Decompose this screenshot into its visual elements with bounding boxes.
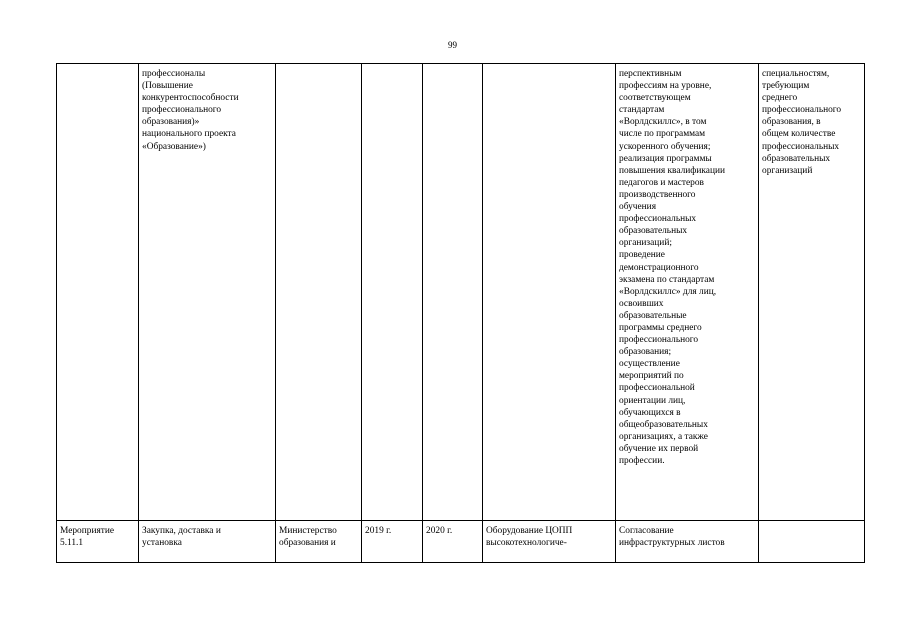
table-cell: [139, 521, 276, 563]
cell-text-line: требующим: [762, 81, 810, 92]
cell-text-line: повышения квалификации: [619, 165, 726, 176]
cell-text-line: Мероприятие: [60, 526, 115, 536]
table-cell: [57, 64, 139, 521]
cell-text-line: инфраструктурных листов: [619, 538, 725, 549]
table-cell: [276, 64, 362, 521]
cell-text-line: образования и: [279, 538, 336, 549]
cell-text-line: профессиональной: [619, 383, 695, 394]
cell-text-line: высокотехнологиче-: [486, 538, 567, 549]
cell-text-line: мероприятий по: [619, 371, 684, 382]
cell-text-line: педагогов и мастеров: [619, 177, 704, 188]
cell-text-line: профессиональных: [619, 214, 697, 225]
program-table: [56, 63, 865, 563]
table-cell: [483, 64, 616, 521]
table-cell: [423, 64, 483, 521]
cell-text-line: реализация программы: [619, 153, 712, 164]
cell-text-line: осуществление: [619, 359, 680, 370]
table-row: [57, 521, 865, 563]
cell-text-line: Министерство: [279, 526, 337, 536]
cell-text-line: установка: [142, 538, 182, 549]
table-cell: [276, 521, 362, 563]
cell-text-line: образовательных: [762, 153, 831, 164]
table-cell: [362, 521, 423, 563]
cell-text-line: ускоренного обучения;: [619, 141, 711, 152]
cell-text-line: образовательных: [619, 226, 688, 237]
table-cell: [139, 64, 276, 521]
cell-text-line: профессии.: [619, 456, 665, 466]
cell-text-line: специальностям,: [762, 69, 830, 79]
cell-text-line: организациях, а также: [619, 431, 708, 442]
cell-text-line: стандартам: [619, 105, 665, 116]
cell-text-line: среднего: [762, 93, 798, 104]
cell-text-line: «Ворлдскиллс», в том: [619, 117, 707, 128]
cell-text-line: образования)»: [142, 117, 200, 128]
cell-text-line: обучения: [619, 202, 657, 213]
cell-text-line: производственного: [619, 189, 696, 200]
table-cell: [616, 64, 759, 521]
cell-text-line: профессиональных: [762, 141, 840, 152]
cell-text-line: ориентации лиц,: [619, 395, 686, 406]
cell-text-line: общеобразовательных: [619, 419, 708, 430]
table-cell: [423, 521, 483, 563]
cell-text-line: образования, в: [762, 117, 821, 128]
table-cell: [759, 521, 865, 563]
cell-text-line: 2020 г.: [426, 526, 453, 536]
cell-text-line: конкурентоспособности: [142, 93, 239, 104]
cell-text-line: соответствующем: [619, 93, 691, 104]
cell-text-line: перспективным: [619, 69, 682, 79]
cell-text-line: профессионалы: [142, 69, 206, 79]
cell-text-line: (Повышение: [142, 81, 193, 92]
cell-text-line: Оборудование ЦОПП: [486, 526, 573, 536]
cell-text-line: демонстрационного: [619, 262, 699, 273]
table-cell: [616, 521, 759, 563]
cell-text-line: экзамена по стандартам: [619, 274, 715, 285]
cell-text-line: профессионального: [619, 335, 699, 346]
cell-text-line: 5.11.1: [60, 538, 84, 549]
cell-text-line: организаций: [762, 165, 813, 176]
cell-text-line: образовательные: [619, 310, 687, 321]
cell-text-line: обучение их первой: [619, 443, 699, 454]
cell-text-line: программы среднего: [619, 322, 702, 333]
cell-text-line: образования;: [619, 347, 672, 358]
cell-text-line: 2019 г.: [365, 526, 392, 536]
table-cell: [759, 64, 865, 521]
cell-text-line: обучающихся в: [619, 407, 681, 418]
cell-text-line: профессиям на уровне,: [619, 81, 712, 92]
cell-text-line: освоивших: [619, 298, 664, 309]
cell-text-line: «Образование»): [142, 141, 206, 152]
cell-text-line: организаций;: [619, 238, 672, 249]
cell-text-line: «Ворлдскиллс» для лиц,: [619, 286, 717, 297]
table-cell: [362, 64, 423, 521]
cell-text-line: Закупка, доставка и: [142, 526, 221, 536]
cell-text-line: числе по программам: [619, 129, 706, 140]
table-row: [57, 64, 865, 521]
cell-text-line: национального проекта: [142, 129, 236, 140]
page-number: 99: [448, 40, 457, 50]
table-cell: [483, 521, 616, 563]
table-cell: [57, 521, 139, 563]
cell-text-line: профессионального: [142, 105, 222, 116]
cell-text-line: профессионального: [762, 105, 842, 116]
cell-text-line: проведение: [619, 250, 665, 261]
cell-text-line: общем количестве: [762, 129, 836, 140]
cell-text-line: Согласование: [619, 526, 674, 536]
